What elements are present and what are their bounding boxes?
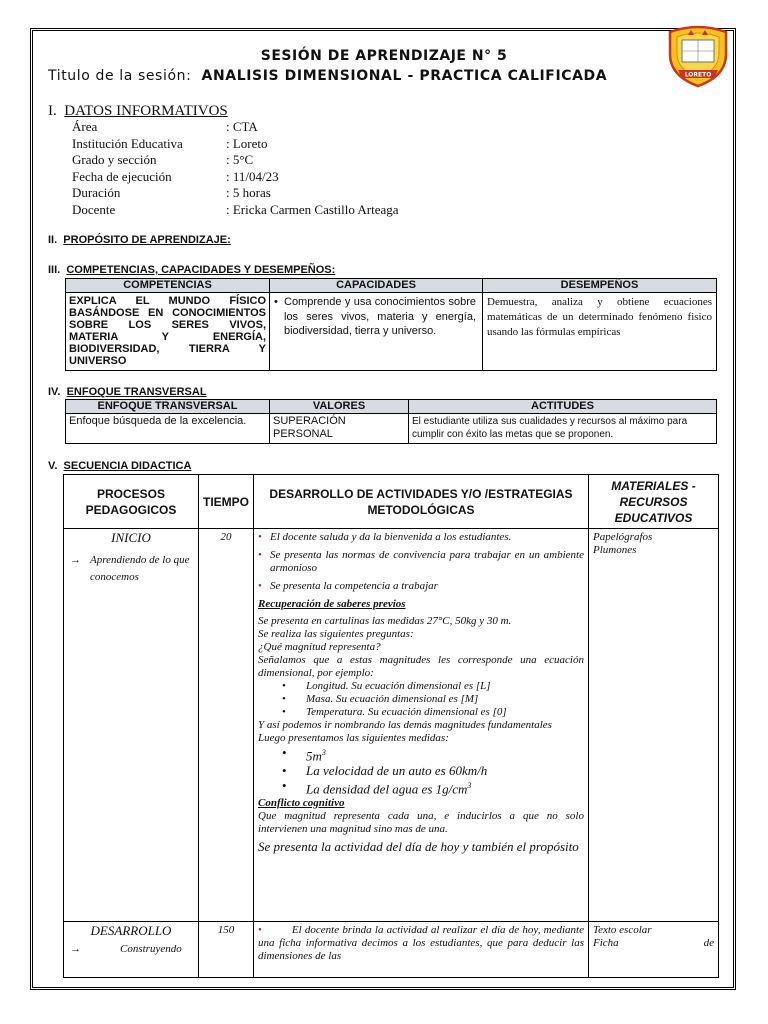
info-value: : CTA bbox=[226, 119, 258, 134]
info-value: : 11/04/23 bbox=[226, 168, 279, 184]
capacidad-cell bbox=[270, 293, 483, 371]
medida-item-3 bbox=[258, 778, 584, 796]
section-4-heading bbox=[48, 386, 207, 398]
section-2-heading bbox=[48, 234, 231, 246]
section-1-title: DATOS INFORMATIVOS bbox=[64, 103, 228, 119]
inicio-item-text: Se presenta las normas de convivencia para trabajar en un ambiente armonioso bbox=[270, 549, 584, 574]
medida-text: La densidad del agua es 1g/cm bbox=[306, 781, 468, 797]
ejemplo-item: • Temperatura. Su ecuación dimensional es [0] bbox=[258, 706, 584, 719]
inicio-item-3 bbox=[258, 580, 584, 593]
recuperacion-heading: Recuperación de saberes previos bbox=[258, 598, 406, 610]
procesos-header: PROCESOS PEDAGOGICOS bbox=[64, 475, 199, 529]
inicio-paragraph-4: Señalamos que a estas magnitudes les corresponde una ecuación dimensional, por ejemplo: bbox=[258, 654, 584, 679]
ejemplo-item: • Longitud. Su ecuación dimensional es [L] bbox=[258, 680, 584, 693]
info-row-institucion bbox=[0, 136, 768, 153]
inicio-paragraph-2: Se realiza las siguientes preguntas: bbox=[258, 628, 414, 640]
medida-item-2: • La velocidad de un auto es 60km/h bbox=[258, 763, 584, 778]
bullet-icon: • bbox=[258, 580, 262, 592]
secuencia-table bbox=[63, 474, 719, 978]
material-item: Ficha bbox=[593, 937, 619, 949]
medida-item-1 bbox=[258, 745, 584, 763]
actitudes-header: ACTITUDES bbox=[409, 400, 717, 414]
session-number-title: SESIÓN DE APRENDIZAJE N° 5 bbox=[260, 48, 508, 64]
info-row-duracion bbox=[0, 185, 768, 202]
desarrollo-desarrollo-cell bbox=[254, 922, 589, 978]
bullet-icon: • bbox=[258, 924, 262, 936]
logo-text: LORETO bbox=[684, 71, 712, 79]
competencias-header: COMPETENCIAS bbox=[66, 279, 270, 293]
session-title-line bbox=[48, 68, 607, 84]
material-item: de bbox=[703, 937, 714, 949]
material-item-row bbox=[593, 937, 714, 950]
inicio-paragraph-7: Que magnitud representa cada una, e inducirlos a que no solo intervienen una magnitud sino mas de una. bbox=[258, 809, 584, 835]
section-5-heading bbox=[48, 460, 191, 472]
info-row-grado bbox=[0, 152, 768, 169]
bullet-icon: • bbox=[258, 549, 262, 561]
session-title: ANALISIS DIMENSIONAL - PRACTICA CALIFICADA bbox=[201, 68, 608, 84]
medida-exponent: 3 bbox=[467, 781, 472, 791]
datos-informativos bbox=[0, 119, 768, 219]
section-3-title: COMPETENCIAS, CAPACIDADES Y DESEMPEÑOS: bbox=[66, 264, 336, 276]
materiales-header: MATERIALES - RECURSOS EDUCATIVOS bbox=[589, 475, 719, 529]
section-2-number: II. bbox=[48, 234, 58, 246]
session-title-label: Titulo de la sesión: bbox=[48, 68, 192, 84]
desarrollo-proceso-cell bbox=[64, 922, 199, 978]
desarrollo-text: El docente brinda la actividad al realizar el día de hoy, mediante una ficha informativa decimos a los estudiantes, que para deducir las dimensiones de las bbox=[258, 924, 584, 962]
info-value: : Ericka Carmen Castillo Arteaga bbox=[226, 201, 399, 217]
material-item: Plumones bbox=[593, 544, 637, 556]
valores-header: VALORES bbox=[270, 400, 409, 414]
inicio-paragraph-3: ¿Qué magnitud representa? bbox=[258, 641, 381, 653]
desempenos-header: DESEMPEÑOS bbox=[483, 279, 717, 293]
bullet-icon: • bbox=[274, 296, 278, 308]
info-label: Institución Educativa bbox=[72, 135, 183, 151]
material-item: Papelógrafos bbox=[593, 531, 653, 543]
bullet-icon: • bbox=[258, 531, 262, 543]
inicio-tiempo-cell: 20 bbox=[199, 529, 254, 922]
desarrollo-header: DESARROLLO DE ACTIVIDADES Y/O /ESTRATEGIAS METODOLÓGICAS bbox=[254, 475, 589, 529]
info-label: Docente bbox=[72, 201, 116, 217]
inicio-paragraph-8: Se presenta la actividad del día de hoy y también el propósito bbox=[258, 838, 579, 854]
conflicto-heading: Conflicto cognitivo bbox=[258, 796, 345, 809]
inicio-proceso-cell bbox=[64, 529, 199, 922]
info-row-fecha bbox=[0, 169, 768, 186]
info-value: : 5 horas bbox=[226, 185, 271, 201]
medida-text: 5m bbox=[306, 748, 322, 764]
desarrollo-label: DESARROLLO bbox=[90, 923, 172, 938]
inicio-item-2 bbox=[258, 549, 584, 575]
valores-cell bbox=[270, 414, 409, 444]
inicio-paragraph-1: Se presenta en cartulinas las medidas 27°C, 50kg y 30 m. bbox=[258, 615, 512, 627]
enfoque-table bbox=[65, 399, 717, 444]
capacidad-text: Comprende y usa conocimientos sobre los seres vivos, materia y energía, biodiversidad, tierra y universo. bbox=[284, 296, 476, 337]
enfoque-cell: Enfoque búsqueda de la excelencia. bbox=[66, 414, 270, 444]
inicio-item-1 bbox=[258, 531, 584, 544]
info-label: Duración bbox=[72, 185, 121, 201]
info-value: : Loreto bbox=[226, 135, 268, 151]
material-item: Texto escolar bbox=[593, 924, 652, 936]
section-1-number: I. bbox=[48, 103, 57, 119]
section-5-number: V. bbox=[48, 460, 58, 472]
enfoque-header: ENFOQUE TRANSVERSAL bbox=[66, 400, 270, 414]
desarrollo-tiempo-cell: 150 bbox=[199, 922, 254, 978]
desarrollo-subtitle bbox=[68, 941, 194, 958]
school-logo bbox=[664, 20, 732, 88]
ejemplo-item: • Masa. Su ecuación dimensional es [M] bbox=[258, 693, 584, 706]
inicio-paragraph-6: Luego presentamos las siguientes medidas: bbox=[258, 732, 449, 744]
arrow-icon: → bbox=[70, 554, 81, 566]
inicio-label: INICIO bbox=[111, 530, 151, 545]
info-label: Fecha de ejecución bbox=[72, 168, 172, 184]
section-5-title: SECUENCIA DIDACTICA bbox=[63, 460, 192, 472]
desarrollo-subtitle-text: Construyendo bbox=[120, 943, 182, 955]
capacidades-header: CAPACIDADES bbox=[270, 279, 483, 293]
info-label: Área bbox=[72, 119, 98, 134]
section-1-heading bbox=[48, 103, 228, 120]
arrow-icon: → bbox=[70, 943, 81, 955]
inicio-subtitle bbox=[68, 552, 194, 586]
section-4-title: ENFOQUE TRANSVERSAL bbox=[66, 386, 207, 398]
medida-exponent: 3 bbox=[321, 748, 326, 757]
actitud-cell: El estudiante utiliza sus cualidades y recursos al máximo para cumplir con éxito las metas que se proponen. bbox=[409, 414, 717, 444]
inicio-materiales-cell bbox=[589, 529, 719, 922]
tiempo-header: TIEMPO bbox=[199, 475, 254, 529]
inicio-item-text: Se presenta la competencia a trabajar bbox=[270, 580, 438, 592]
inicio-desarrollo-cell bbox=[254, 529, 589, 922]
inicio-subtitle-text: Aprendiendo de lo que conocemos bbox=[90, 554, 190, 583]
valor-line-2: PERSONAL bbox=[273, 428, 333, 440]
info-value: : 5°C bbox=[226, 152, 254, 168]
section-3-number: III. bbox=[48, 264, 61, 276]
info-label: Grado y sección bbox=[72, 152, 157, 168]
section-3-heading bbox=[48, 264, 335, 276]
competencias-table bbox=[65, 278, 717, 371]
desempeno-cell: Demuestra, analiza y obtiene ecuaciones matemáticas de un determinado fenómeno fisico usando las fórmulas empíricas bbox=[483, 293, 717, 371]
info-row-docente bbox=[0, 202, 768, 219]
section-2-title: PROPÓSITO DE APRENDIZAJE: bbox=[63, 234, 231, 246]
section-4-number: IV. bbox=[48, 386, 61, 398]
desarrollo-materiales-cell bbox=[589, 922, 719, 978]
info-row-area bbox=[0, 119, 768, 136]
competencia-cell: EXPLICA EL MUNDO FÍSICO BASÁNDOSE EN CONOCIMIENTOS SOBRE LOS SERES VIVOS, MATERIA Y ENERGÍA, BIODIVERSIDAD, TIERRA Y UNIVERSO bbox=[66, 293, 270, 371]
inicio-paragraph-5: Y así podemos ir nombrando las demás magnitudes fundamentales bbox=[258, 719, 552, 731]
valor-line-1: SUPERACIÓN bbox=[273, 415, 346, 427]
inicio-item-text: El docente saluda y da la bienvenida a los estudiantes. bbox=[270, 531, 512, 543]
